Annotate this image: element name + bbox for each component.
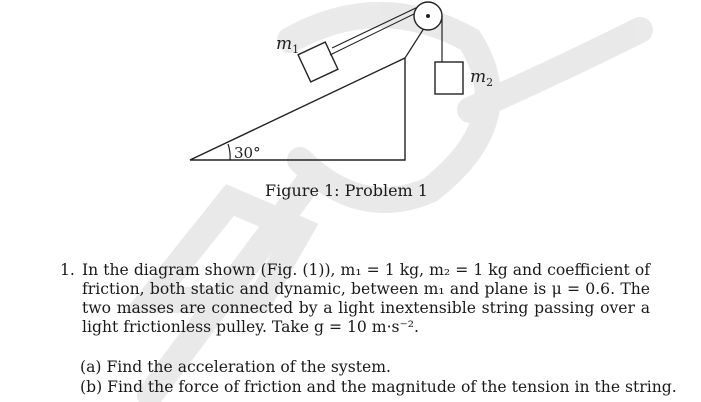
part-b-text: Find the force of friction and the magnitude of the tension in the string. (107, 378, 677, 396)
block-m1 (298, 42, 338, 82)
mass1-label: $m_1$ (276, 34, 300, 56)
block-m2 (435, 62, 463, 94)
part-b-label: (b) (80, 378, 103, 396)
problem-statement (60, 261, 650, 337)
part-a-text: Find the acceleration of the system. (106, 358, 391, 376)
problem-number: 1. (60, 261, 75, 279)
mass2-label: $m_2$ (470, 67, 494, 89)
part-b (80, 378, 677, 396)
angle-label: 30° (234, 144, 261, 162)
angle-arc (228, 144, 230, 160)
part-a-label: (a) (80, 358, 102, 376)
figure-caption (0, 181, 701, 200)
watermark (150, 15, 640, 395)
part-a (80, 358, 391, 376)
problem-text: In the diagram shown (Fig. (1)), m₁ = 1 kg, m₂ = 1 kg and coefficient of friction, both static and dynamic, between m₁ and plane is μ = 0.6. The two masses are connected by a light inextensible string passing over a light frictionless pulley. Take g = 10 m·s⁻². (82, 261, 650, 336)
incline-plane (190, 58, 405, 160)
figure-caption-text: Figure 1: Problem 1 (265, 181, 428, 200)
pulley-axle (426, 14, 430, 18)
